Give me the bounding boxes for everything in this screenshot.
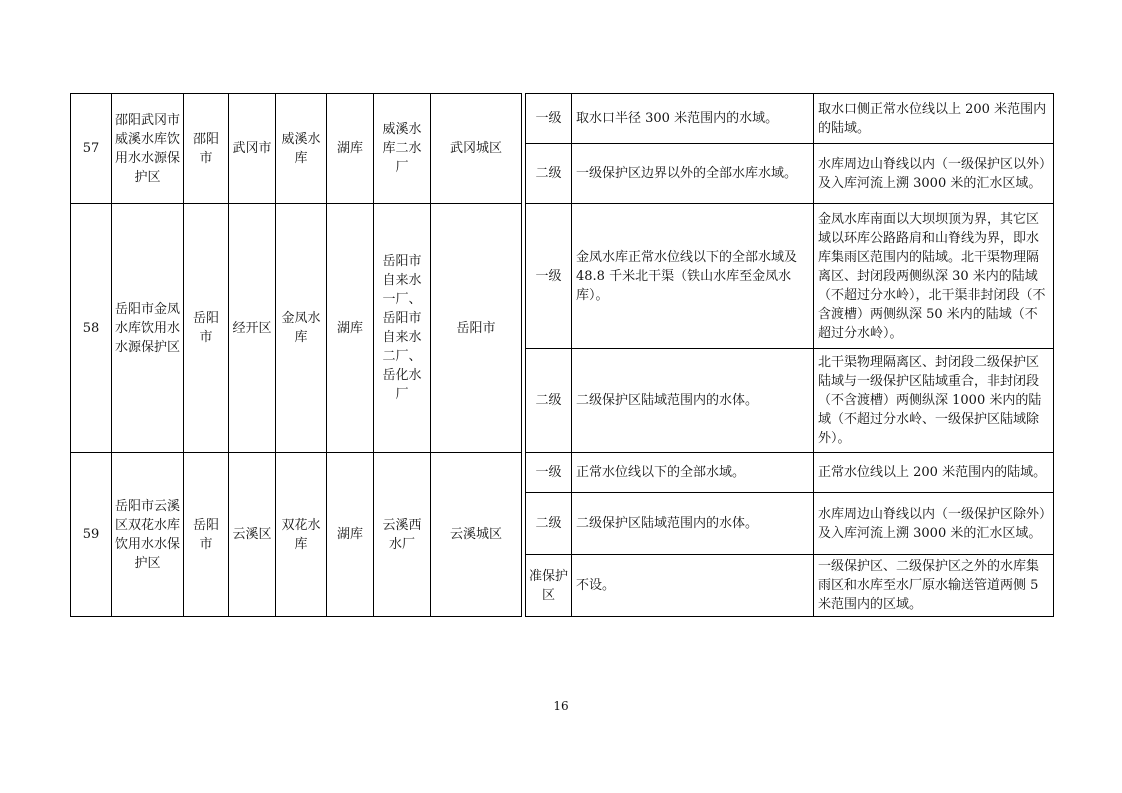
- water-body-cell: 双花水库: [276, 453, 327, 617]
- water-scope: 二级保护区陆域范围内的水体。: [572, 493, 814, 555]
- row-number: 57: [71, 94, 112, 204]
- type-cell: 湖库: [327, 204, 374, 453]
- zone-level: 二级: [526, 349, 572, 453]
- type-cell: 湖库: [327, 94, 374, 204]
- land-scope: 一级保护区、二级保护区之外的水库集雨区和水库至水厂原水输送管道两侧 5 米范围内的区域。: [814, 555, 1054, 617]
- service-area-cell: 岳阳市: [431, 204, 522, 453]
- water-plant-cell: 威溪水库二水厂: [374, 94, 431, 204]
- protection-area-name: 邵阳武冈市威溪水库饮用水水源保护区: [112, 94, 184, 204]
- water-body-cell: 金凤水库: [276, 204, 327, 453]
- water-scope: 二级保护区陆域范围内的水体。: [572, 349, 814, 453]
- water-scope: 一级保护区边界以外的全部水库水域。: [572, 144, 814, 204]
- land-scope: 水库周边山脊线以内（一级保护区除外）及入库河流上溯 3000 米的汇水区域。: [814, 493, 1054, 555]
- type-cell: 湖库: [327, 453, 374, 617]
- land-scope: 正常水位线以上 200 米范围内的陆域。: [814, 453, 1054, 493]
- service-area-cell: 云溪城区: [431, 453, 522, 617]
- land-scope: 水库周边山脊线以内（一级保护区以外）及入库河流上溯 3000 米的汇水区域。: [814, 144, 1054, 204]
- table-row: [71, 453, 1054, 493]
- land-scope: 金凤水库南面以大坝坝顶为界，其它区域以环库公路路肩和山脊线为界，即水库集雨区范围内的陆域。北干渠物理隔离区、封闭段两侧纵深 30 米内的陆域（不超过分水岭），北干渠非封闭段（不含渡槽）两侧纵深 50 米内的陆域（不超过分水岭）。: [814, 204, 1054, 349]
- water-scope: 金凤水库正常水位线以下的全部水域及 48.8 千米北干渠（铁山水库至金凤水库）。: [572, 204, 814, 349]
- zone-level: 一级: [526, 94, 572, 144]
- row-number: 58: [71, 204, 112, 453]
- row-number: 59: [71, 453, 112, 617]
- water-scope: 不设。: [572, 555, 814, 617]
- county-cell: 武冈市: [229, 94, 276, 204]
- zone-level: 一级: [526, 204, 572, 349]
- zone-level: 一级: [526, 453, 572, 493]
- water-body-cell: 威溪水库: [276, 94, 327, 204]
- water-scope: 正常水位线以下的全部水域。: [572, 453, 814, 493]
- protection-area-name: 岳阳市金凤水库饮用水水源保护区: [112, 204, 184, 453]
- water-scope: 取水口半径 300 米范围内的水域。: [572, 94, 814, 144]
- zone-level: 二级: [526, 493, 572, 555]
- city-cell: 邵阳市: [184, 94, 229, 204]
- protection-area-name: 岳阳市云溪区双花水库饮用水水保护区: [112, 453, 184, 617]
- land-scope: 北干渠物理隔离区、封闭段二级保护区陆域与一级保护区陆域重合，非封闭段（不含渡槽）两侧纵深 1000 米内的陆域（不超过分水岭、一级保护区陆域除外）。: [814, 349, 1054, 453]
- county-cell: 云溪区: [229, 453, 276, 617]
- city-cell: 岳阳市: [184, 453, 229, 617]
- service-area-cell: 武冈城区: [431, 94, 522, 204]
- page-number: 16: [553, 699, 569, 713]
- table-row: [71, 94, 1054, 144]
- county-cell: 经开区: [229, 204, 276, 453]
- city-cell: 岳阳市: [184, 204, 229, 453]
- water-plant-cell: 云溪西水厂: [374, 453, 431, 617]
- water-plant-cell: 岳阳市自来水一厂、岳阳市自来水二厂、岳化水厂: [374, 204, 431, 453]
- zone-level: 准保护区: [526, 555, 572, 617]
- land-scope: 取水口侧正常水位线以上 200 米范围内的陆域。: [814, 94, 1054, 144]
- water-source-protection-table: [70, 93, 1054, 617]
- table-row: [71, 204, 1054, 349]
- zone-level: 二级: [526, 144, 572, 204]
